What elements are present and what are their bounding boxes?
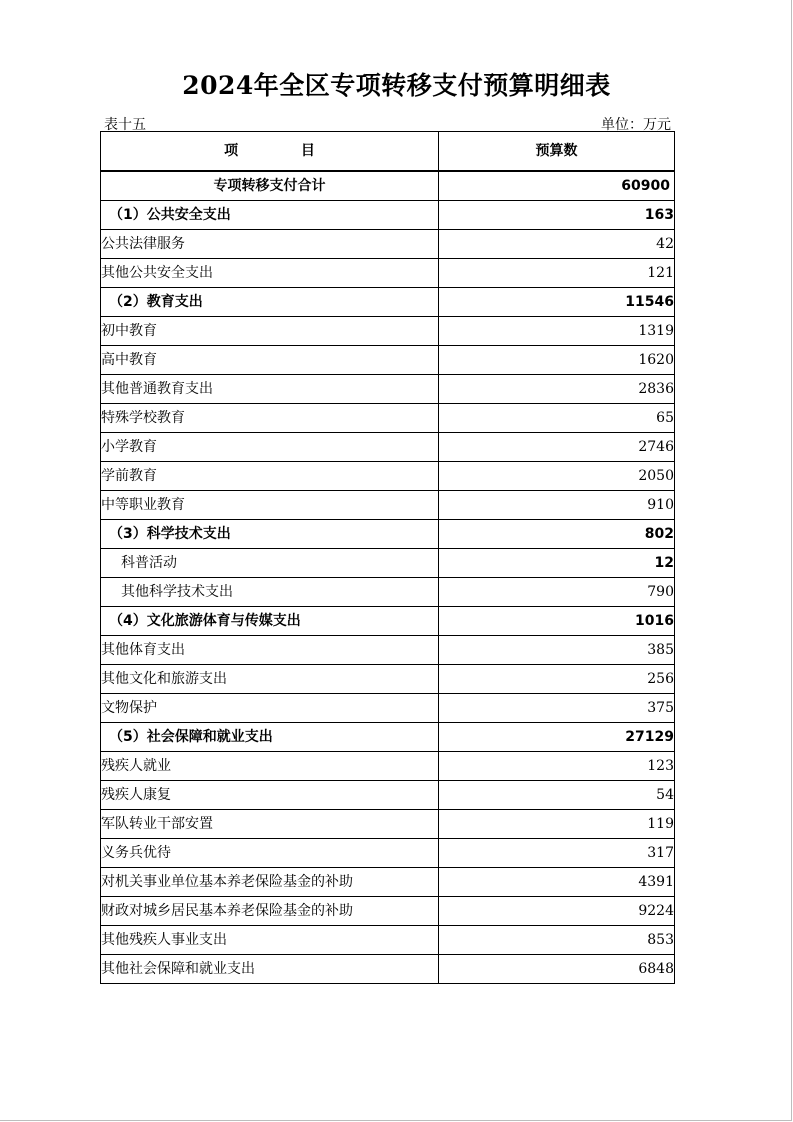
row-name: 其他体育支出 (101, 636, 439, 665)
row-name: （4）文化旅游体育与传媒支出 (101, 607, 439, 636)
row-amount: 27129 (439, 723, 675, 752)
table-row (101, 781, 675, 810)
table-header-row (101, 132, 675, 172)
total-name: 专项转移支付合计 (101, 171, 439, 201)
category-row (101, 607, 675, 636)
row-name: 对机关事业单位基本养老保险基金的补助 (101, 868, 439, 897)
row-name: 科普活动 (101, 549, 439, 578)
table-row (101, 462, 675, 491)
table-row (101, 665, 675, 694)
table-row (101, 317, 675, 346)
total-amount: 60900 (439, 171, 675, 201)
row-name: 残疾人康复 (101, 781, 439, 810)
row-amount: 123 (439, 752, 675, 781)
budget-table (100, 131, 675, 984)
category-row (101, 201, 675, 230)
row-amount: 119 (439, 810, 675, 839)
row-amount: 802 (439, 520, 675, 549)
table-row (101, 868, 675, 897)
row-amount: 2050 (439, 462, 675, 491)
row-name: 文物保护 (101, 694, 439, 723)
table-number: 表十五 (104, 117, 146, 133)
row-name: 中等职业教育 (101, 491, 439, 520)
header-amount: 预算数 (439, 132, 675, 172)
row-amount: 1016 (439, 607, 675, 636)
table-row (101, 375, 675, 404)
row-name: 特殊学校教育 (101, 404, 439, 433)
row-name: 其他普通教育支出 (101, 375, 439, 404)
table-row (101, 578, 675, 607)
row-amount: 910 (439, 491, 675, 520)
row-amount: 6848 (439, 955, 675, 984)
row-amount: 1319 (439, 317, 675, 346)
row-name: 其他文化和旅游支出 (101, 665, 439, 694)
row-amount: 4391 (439, 868, 675, 897)
category-row (101, 520, 675, 549)
page-title: 2024年全区专项转移支付预算明细表 (182, 71, 611, 100)
row-amount: 385 (439, 636, 675, 665)
table-row (101, 549, 675, 578)
row-amount: 853 (439, 926, 675, 955)
table-row (101, 346, 675, 375)
row-amount: 1620 (439, 346, 675, 375)
row-amount: 790 (439, 578, 675, 607)
category-row (101, 723, 675, 752)
header-item: 项 目 (101, 132, 439, 172)
row-name: （5）社会保障和就业支出 (101, 723, 439, 752)
row-amount: 54 (439, 781, 675, 810)
table-row (101, 694, 675, 723)
total-row (101, 171, 675, 201)
row-name: 学前教育 (101, 462, 439, 491)
table-row (101, 259, 675, 288)
row-name: （3）科学技术支出 (101, 520, 439, 549)
table-row (101, 636, 675, 665)
table-row (101, 897, 675, 926)
table-row (101, 230, 675, 259)
table-row (101, 810, 675, 839)
category-row (101, 288, 675, 317)
table-row (101, 404, 675, 433)
row-name: 小学教育 (101, 433, 439, 462)
row-name: 其他社会保障和就业支出 (101, 955, 439, 984)
row-amount: 65 (439, 404, 675, 433)
row-amount: 163 (439, 201, 675, 230)
row-amount: 12 (439, 549, 675, 578)
table-row (101, 433, 675, 462)
table-row (101, 752, 675, 781)
row-name: （1）公共安全支出 (101, 201, 439, 230)
row-name: 军队转业干部安置 (101, 810, 439, 839)
row-name: 其他残疾人事业支出 (101, 926, 439, 955)
row-name: 残疾人就业 (101, 752, 439, 781)
table-row (101, 955, 675, 984)
row-amount: 2746 (439, 433, 675, 462)
row-name: 其他科学技术支出 (101, 578, 439, 607)
row-amount: 256 (439, 665, 675, 694)
row-name: 财政对城乡居民基本养老保险基金的补助 (101, 897, 439, 926)
unit-label: 单位：万元 (601, 117, 671, 133)
row-amount: 11546 (439, 288, 675, 317)
row-amount: 121 (439, 259, 675, 288)
row-amount: 375 (439, 694, 675, 723)
row-name: （2）教育支出 (101, 288, 439, 317)
table-row (101, 839, 675, 868)
row-amount: 317 (439, 839, 675, 868)
row-amount: 2836 (439, 375, 675, 404)
row-name: 其他公共安全支出 (101, 259, 439, 288)
table-row (101, 491, 675, 520)
row-name: 义务兵优待 (101, 839, 439, 868)
row-name: 初中教育 (101, 317, 439, 346)
row-name: 公共法律服务 (101, 230, 439, 259)
table-row (101, 926, 675, 955)
row-amount: 9224 (439, 897, 675, 926)
row-name: 高中教育 (101, 346, 439, 375)
row-amount: 42 (439, 230, 675, 259)
